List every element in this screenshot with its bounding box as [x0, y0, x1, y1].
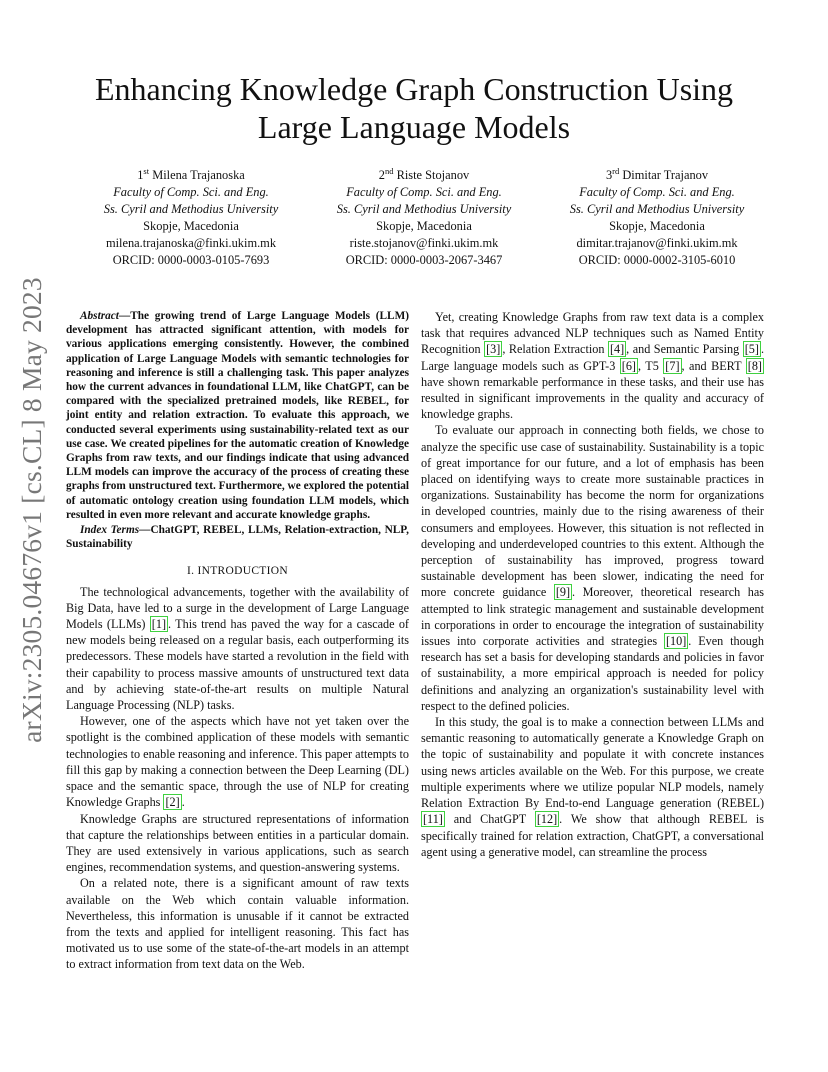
- author-university: Ss. Cyril and Methodius University: [569, 202, 745, 217]
- author-affiliation: Faculty of Comp. Sci. and Eng.: [113, 185, 269, 200]
- citation-link[interactable]: [10]: [665, 634, 687, 649]
- paragraph: On a related note, there is a significant amount of raw texts available on the Web which contain valuable information. Nevertheless, this information is unusable if it cannot be extracted from the texts and applied for intelligent reasoning. This fact has motivated us to use some of the state-of-the-art models in an attempt to extract information from text data on the Web.: [66, 876, 409, 972]
- index-terms-label: Index Terms: [80, 524, 140, 537]
- paragraph: Yet, creating Knowledge Graphs from raw text data is a complex task that requires advanced NLP techniques such as Named Entity Recognition [3] , Relation Extraction [4] , and Semantic Parsing [5] . Large language models such as GPT-3 [6] , T5 [7] , and BERT [8] have shown remarkable performance in these tasks, and their use has resulted in significant improvements in the quality and accuracy of knowledge graphs.: [421, 310, 765, 422]
- arxiv-identifier-text: arXiv:2305.04676v1 [cs.CL] 8 May 2023: [16, 277, 47, 743]
- left-column: [66, 309, 409, 973]
- author-orcid: ORCID: 0000-0003-0105-7693: [112, 253, 270, 268]
- author-university: Ss. Cyril and Methodius University: [103, 202, 279, 217]
- author-email: riste.stojanov@finki.ukim.mk: [349, 236, 499, 251]
- index-terms-text: —ChatGPT, REBEL, LLMs, Relation-extraction, NLP, Sustainability: [66, 524, 409, 551]
- citation-link[interactable]: [9]: [555, 585, 571, 600]
- citation-link[interactable]: [8]: [747, 358, 762, 373]
- paragraph: However, one of the aspects which have not yet taken over the spotlight is the combined application of these models with semantic technologies to enable reasoning and inference. This paper attempts to fill this gap by making a connection between the Deep Learning (DL) space and the semantic space, through the use of NLP for creating Knowledge Graphs [2] .: [66, 714, 409, 810]
- author-orcid: ORCID: 0000-0003-2067-3467: [345, 253, 503, 268]
- index-terms: [66, 523, 409, 551]
- citation-link[interactable]: [2]: [165, 795, 180, 810]
- citation-link[interactable]: [4]: [609, 342, 625, 357]
- citation-link[interactable]: [11]: [423, 812, 443, 827]
- paragraph: To evaluate our approach in connecting both fields, we chose to analyze the specific use case of sustainability. Sustainability is a topic of great importance for our future, and a lot of emphasis has been placed on identifying ways to create more sustainable practices in organizations. Sustainability has become the norm for organizations in developed countries, mainly due to the rising awareness of their consumers and employees. However, this situation is not reflected in developing and underdeveloped countries to this extent. Although the perception of sustainability has improved, progress toward sustainable development has been slower, indicating the need for more concrete guidance [9] . Moreover, theoretical research has attempted to link strategic management and sustainable development in corporations in order to encourage the integration of sustainability issues into corporate activities and strategies [10] . Even though research has set a basis for developing standards and policies in favor of sustainability, a more empirical approach is needed for policy definitions and analyzing an organization's sustainability level with respect to the defined policies.: [421, 423, 764, 713]
- arxiv-identifier: [14, 270, 50, 750]
- section-heading-introduction: I. INTRODUCTION: [187, 565, 288, 578]
- citation-link[interactable]: [7]: [665, 358, 680, 373]
- author-3: 3rd Dimitar Trajanov Faculty of Comp. Sci. and Eng. Ss. Cyril and Methodius University Skopje, Macedonia dimitar.trajanov@finki.ukim.mk ORCID: 0000-0002-3105-6010: [546, 163, 768, 269]
- author-university: Ss. Cyril and Methodius University: [336, 202, 512, 217]
- author-block: [80, 163, 768, 269]
- author-email: milena.trajanoska@finki.ukim.mk: [105, 236, 277, 251]
- author-email: dimitar.trajanov@finki.ukim.mk: [576, 236, 738, 251]
- paragraph: Knowledge Graphs are structured representations of information that capture the relationships between entities in a particular domain. They are used extensively in various applications, such as search engines, recommendation systems, and question-answering systems.: [66, 811, 409, 875]
- author-2: 2nd Riste Stojanov Faculty of Comp. Sci. and Eng. Ss. Cyril and Methodius University Skopje, Macedonia riste.stojanov@finki.ukim.mk ORCID: 0000-0003-2067-3467: [313, 163, 535, 269]
- author-name: Riste Stojanov: [396, 168, 470, 183]
- author-name: Milena Trajanoska: [152, 168, 245, 183]
- citation-link[interactable]: [12]: [536, 812, 558, 827]
- author-name: Dimitar Trajanov: [622, 168, 709, 183]
- abstract: [66, 309, 409, 522]
- author-city: Skopje, Macedonia: [376, 219, 472, 234]
- author-affiliation: Faculty of Comp. Sci. and Eng.: [346, 185, 502, 200]
- right-column: [421, 309, 764, 860]
- citation-link[interactable]: [1]: [151, 617, 167, 632]
- citation-link[interactable]: [3]: [486, 342, 501, 357]
- citation-link[interactable]: [5]: [744, 342, 759, 357]
- paragraph: In this study, the goal is to make a connection between LLMs and semantic reasoning to automatically generate a Knowledge Graph on the topic of sustainability and populate it with concrete instances using news articles available on the Web. For this purpose, we create multiple experiments where we utilize popular NLP models, namely Relation Extraction By End-to-end Language generation (REBEL) [11] and ChatGPT [12] . We show that although REBEL is specifically trained for relation extraction, ChatGPT, a conversational agent using a generative model, can streamline the process: [421, 715, 765, 859]
- author-affiliation: Faculty of Comp. Sci. and Eng.: [579, 185, 735, 200]
- author-city: Skopje, Macedonia: [143, 219, 239, 234]
- author-1: 1st Milena Trajanoska Faculty of Comp. Sci. and Eng. Ss. Cyril and Methodius University Skopje, Macedonia milena.trajanoska@finki.ukim.mk ORCID: 0000-0003-0105-7693: [80, 163, 302, 269]
- abstract-label: Abstract: [80, 310, 119, 322]
- author-orcid: ORCID: 0000-0002-3105-6010: [578, 253, 736, 268]
- author-city: Skopje, Macedonia: [609, 219, 705, 234]
- paragraph: The technological advancements, together with the availability of Big Data, have led to a surge in the development of Large Language Models (LLMs) [1] . This trend has paved the way for a cascade of new models being released on a regular basis, each outperforming its predecessors. These models have started a revolution in the field with their capability to process massive amounts of unstructured text data and by achieving state-of-the-art results on multiple Natural Language Processing (NLP) tasks.: [66, 584, 409, 713]
- citation-link[interactable]: [6]: [621, 358, 636, 373]
- abstract-text: —The growing trend of Large Language Models (LLM) development has attracted significant attention, with models for various applications emerging consistently. However, the combined application of Large Language Models with semantic technologies for reasoning and inference is still a challenging task. This paper analyzes how the current advances in foundational LLM, like ChatGPT, can be compared with the specialized pretrained models, like REBEL, for joint entity and relation extraction. To evaluate this approach, we conducted several experiments using sustainability-related text as our use case. We created pipelines for the automatic creation of Knowledge Graphs from raw texts, and our findings indicate that using advanced LLM models can improve the accuracy of the process of creating these graphs from unstructured text. Furthermore, we explored the potential of automatic ontology creation using foundation LLM models, which resulted in even more relevant and accurate knowledge graphs.: [66, 310, 409, 521]
- paper-title: Enhancing Knowledge Graph Construction Using Large Language Models: [94, 71, 734, 145]
